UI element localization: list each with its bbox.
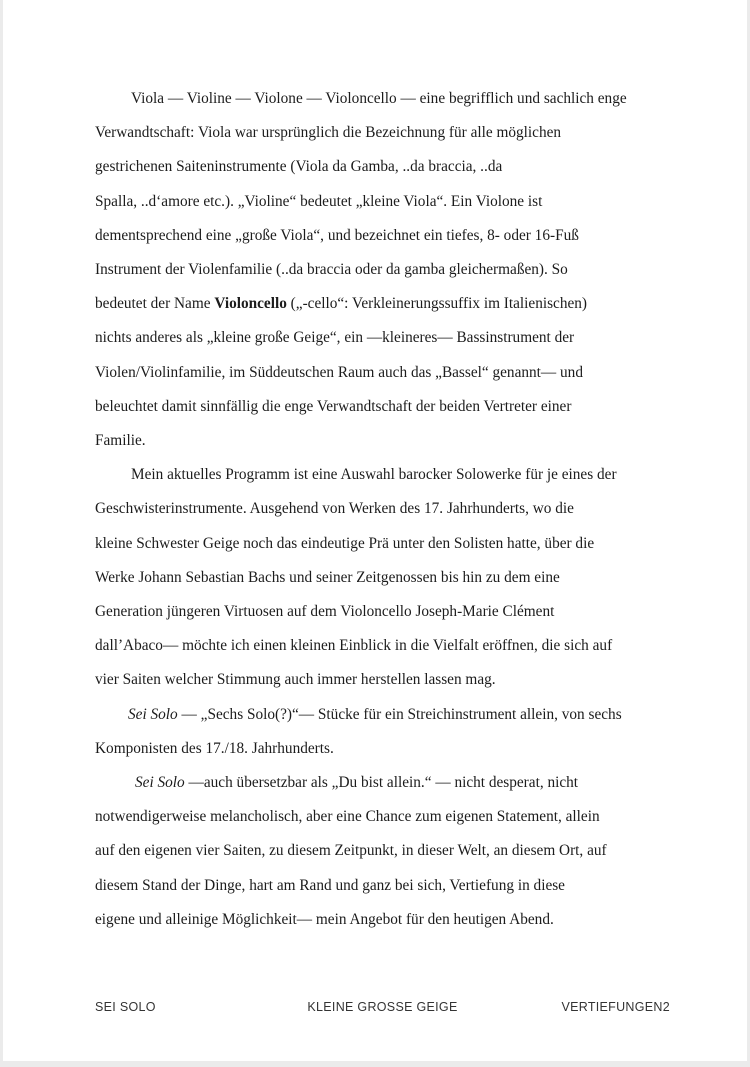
page-footer	[95, 1000, 670, 1020]
text-line: Geschwisterinstrumente. Ausgehend von Werken des 17. Jahrhunderts, wo die	[95, 500, 574, 518]
text-line	[95, 287, 670, 321]
text-line: Mein aktuelles Programm ist eine Auswahl barocker Solowerke für je eines der	[131, 466, 617, 484]
text-line: Komponisten des 17./18. Jahrhunderts.	[95, 739, 334, 757]
footer-center: KLEINE GROSSE GEIGE	[307, 1000, 458, 1014]
bold-term: Violoncello	[214, 295, 287, 313]
text-run: — „Sechs Solo(?)“— Stücke für ein Streichinstrument allein, von sechs	[177, 705, 622, 723]
text-line: gestrichenen Saiteninstrumente (Viola da Gamba, ..da braccia, ..da	[95, 158, 503, 176]
paragraph-3	[95, 698, 670, 766]
text-line: Spalla, ..d‘amore etc.). „Violine“ bedeutet „kleine Viola“. Ein Violone ist	[95, 192, 543, 210]
text-run: —auch übersetzbar als „Du bist allein.“ — nicht desperat, nicht	[184, 774, 579, 792]
text-line: diesem Stand der Dinge, hart am Rand und ganz bei sich, Vertiefung in diese	[95, 876, 565, 894]
text-line: notwendigerweise melancholisch, aber eine Chance zum eigenen Statement, allein	[95, 808, 600, 826]
text-line	[95, 766, 670, 800]
text-line: kleine Schwester Geige noch das eindeutige Prä unter den Solisten hatte, über die	[95, 534, 595, 552]
footer-left: SEI SOLO	[95, 1000, 156, 1014]
text-line: Instrument der Violenfamilie (..da braccia oder da gamba gleichermaßen). So	[95, 261, 568, 279]
text-line: dall’Abaco— möchte ich einen kleinen Einblick in die Vielfalt eröffnen, die sich auf	[95, 637, 613, 655]
text-line: beleuchtet damit sinnfällig die enge Verwandtschaft der beiden Vertreter einer	[95, 397, 572, 415]
paragraph-2	[95, 458, 670, 697]
footer-right: VERTIEFUNGEN2	[561, 1000, 670, 1014]
text-line	[95, 698, 670, 732]
italic-title: Sei Solo	[135, 774, 185, 792]
text-line: nichts anderes als „kleine große Geige“, ein —kleineres— Bassinstrument der	[95, 329, 575, 347]
body-text	[95, 82, 670, 937]
text-line: Werke Johann Sebastian Bachs und seiner Zeitgenossen bis hin zu dem eine	[95, 568, 560, 586]
text-line: eigene und alleinige Möglichkeit— mein Angebot für den heutigen Abend.	[95, 910, 554, 928]
text-line: Generation jüngeren Virtuosen auf dem Violoncello Joseph-Marie Clément	[95, 603, 555, 621]
text-line: Viola — Violine — Violone — Violoncello — eine begrifflich und sachlich enge	[131, 90, 627, 107]
paragraph-4	[95, 766, 670, 937]
text-run: bedeutet der Name	[95, 295, 215, 313]
document-page	[3, 0, 747, 1061]
text-run: („-cello“: Verkleinerungssuffix im Italienischen)	[286, 295, 588, 313]
text-line: Familie.	[95, 432, 146, 450]
text-line: vier Saiten welcher Stimmung auch immer herstellen lassen mag.	[95, 671, 496, 689]
paragraph-1	[95, 82, 670, 458]
text-line: Verwandtschaft: Viola war ursprünglich die Bezeichnung für alle möglichen	[95, 124, 562, 142]
text-line: dementsprechend eine „große Viola“, und bezeichnet ein tiefes, 8- oder 16-Fuß	[95, 226, 579, 244]
italic-title: Sei Solo	[128, 705, 178, 723]
text-line: auf den eigenen vier Saiten, zu diesem Zeitpunkt, in dieser Welt, an diesem Ort, auf	[95, 842, 607, 860]
text-line: Violen/Violinfamilie, im Süddeutschen Raum auch das „Bassel“ genannt— und	[95, 363, 583, 381]
